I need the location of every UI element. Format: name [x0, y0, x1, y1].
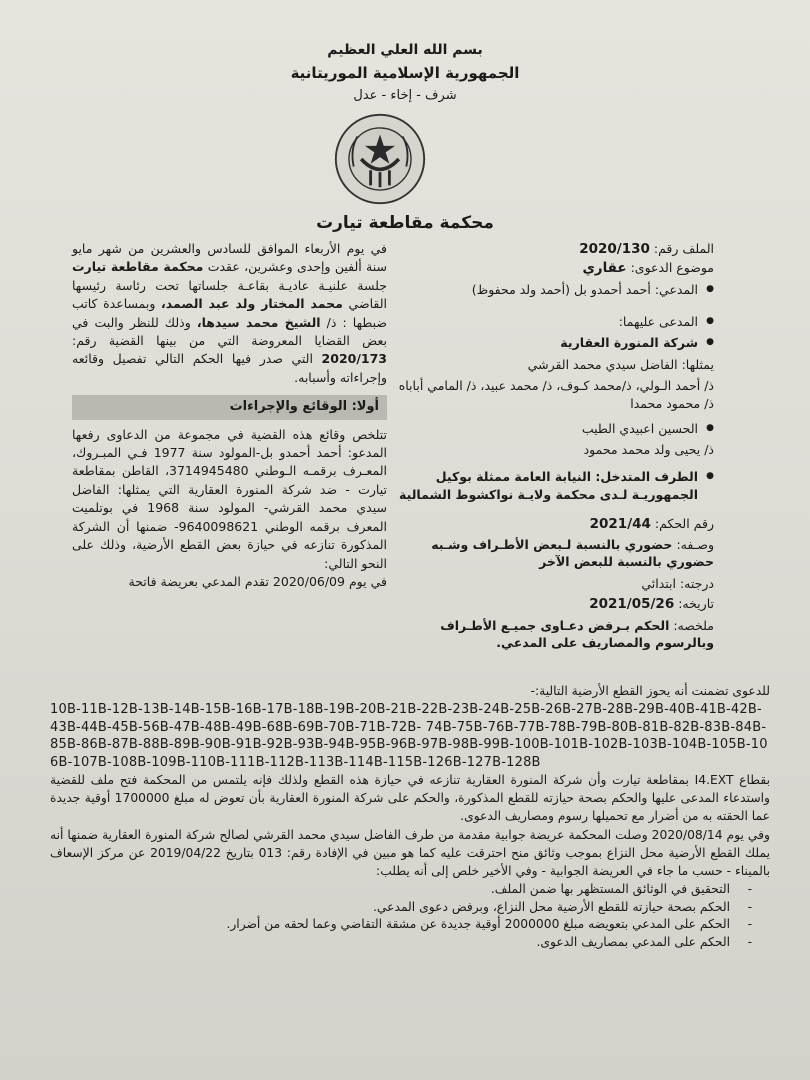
- session-intro-column: [72, 240, 387, 591]
- judgment-number-line: رقم الحكم: 2021/44: [589, 516, 714, 532]
- first-filing-line: في يوم 2020/06/09 تقدم المدعي بعريضة فاتحة: [128, 573, 387, 589]
- subject-line: موضوع الدعوى: عقاري: [582, 259, 714, 276]
- session-intro: في يوم الأربعاء الموافق للسادس والعشرين من شهر مايو سنة ألفين وإحدى وعشرين، عقدت محكمة مقاطعة تيارت جلسة علنيـة عاديـة بقاعـة جلساتها تحت رئاسة رئيسها القاضي محمد المختار ولد عبد الصمد، وبمساعدة كاتب ضبطها : ذ/ الشيخ محمد سيدها، وذلك للنظر والبت في بعض القضايا المعروضة التي من بينها القضية رقم: 2020/173 التي صدر فيها الحكم التالي تفصيل وقائعه وإجراءاته وأسبابه.: [72, 241, 387, 385]
- represented-by: يمثلها: الفاضل سيدي محمد القرشي: [527, 356, 714, 372]
- judgment-date-line: تاريخه: 2021/05/26: [589, 596, 714, 612]
- second-defendant: ● الحسين اعبيدي الطيب: [389, 420, 714, 438]
- judgment-summary: ملخصه: الحكم بـرفض دعـاوى جميـع الأطـراف وبالرسوم والمصاريف على المدعي.: [440, 617, 714, 650]
- defendants-label: ● المدعى عليهما:: [389, 313, 714, 331]
- judgment-degree: درجته: ابتدائي: [641, 575, 714, 591]
- claim-intro: للدعوى تضمنت أنه يحوز القطع الأرضية التالية:-: [530, 684, 770, 698]
- case-body: [50, 683, 770, 952]
- lawyers-list: ذ/ أحمد الـولي، ذ/محمد كـوف، ذ/ محمد عبيد، ذ/ المامي أباباه ذ/ محمود محمدا: [398, 378, 714, 411]
- plot-list: 10B-11B-12B-13B-14B-15B-16B-17B-18B-19B-20B-21B-22B-23B-24B-25B-26B-27B-28B-29B-40B-41B-42B-43B-44B-45B-56B-47B-48B-49B-68B-69B-70B-71B-72B- 74B-75B-76B-77B-78B-79B-80B-81B-82B-83B-84B-85B-86B-87B-88B-89B-90B-91B-92B-93B-94B-95B-96B-97B-98B-99B-100B-101B-102B-103B-104B-105B-106B-107B-108B-109B-110B-111B-112B-113B-114B-115B-126B-127B-128B: [50, 701, 768, 771]
- plaintiff-item: ● المدعي: أحمد أحمدو بل (أحمد ولد محفوظ): [389, 281, 714, 299]
- republic-title: الجمهورية الإسلامية الموريتانية: [290, 64, 520, 82]
- request-item: - الحكم على المدعي بمصاريف الدعوى.: [50, 934, 770, 952]
- section-heading-facts: أولا: الوقائع والإجراءات: [72, 395, 387, 419]
- basmala: بسم الله العلي العظيم: [327, 42, 483, 58]
- case-summary-column: [389, 240, 714, 652]
- request-item: - الحكم بصحة حيازته للقطع الأرضية محل النزاع، وبرفض دعوى المدعي.: [50, 899, 770, 917]
- intervening-party: ● الطرف المتدخل: النيابة العامة ممثلة بوكيل الجمهوريـة لـدى محكمة ولايـة نواكشوط الشمالية: [389, 468, 714, 503]
- request-item: - الحكم على المدعي بتعويضه مبلغ 2000000 أوقية جديدة عن مشقة التقاضي وعما لحقه من أضرار.: [50, 916, 770, 934]
- second-lawyer: ذ/ يحيى ولد محمد محمود: [583, 441, 714, 457]
- facts-paragraph: تتلخص وقائع هذه القضية في مجموعة من الدعاوى رفعها المدعو: أحمد أحمدو بل-المولود سنة 1977 فـي المبـروك، المعـرف برقمـه الـوطني 3714945480، القاطن بمقاطعة تيارت - ضد شركة المنورة العقارية التي يمثلها: الفاضل سيدي محمد القرشي- المولود سنة 1968 في بوتلميت المعرف برقمه الوطني 9640098621- ضمنها أن الشركة المذكورة تنازعه في حيازة بعض القطع الأرضية، وذلك على النحو التالي:: [72, 426, 387, 571]
- court-title: محكمة مقاطعة تيارت: [316, 213, 494, 233]
- file-number-line: الملف رقم: 2020/130: [579, 241, 714, 257]
- company-name: ● شركة المنورة العقارية: [389, 334, 714, 352]
- mauritania-seal-icon: [333, 112, 427, 206]
- request-item: - التحقيق في الوثائق المستظهر بها ضمن الملف.: [50, 881, 770, 899]
- motto: شرف - إخاء - عدل: [353, 88, 457, 103]
- judgment-description: وصـفه: حضوري بالنسبة لـبعض الأطـراف وشـبه حضوري بالنسبة للبعض الآخر: [431, 536, 714, 569]
- response-paragraph: وفي يوم 2020/08/14 وصلت المحكمة عريضة جوابية مقدمة من طرف الفاضل سيدي محمد القرشي لصالح شركة المنورة العقارية ضمنها أنه يملك القطع الأرضية محل النزاع بموجب وثائق منح احترقت عليه كما هو مبين في الإفادة رقم: 013 بتاريخ 2019/04/22 عن مركز الإسعاف بالميناء - حسب ما جاء في العريضة الجوابية - وفي الأخير خلص إلى أنه يطلب:: [50, 828, 770, 878]
- claim-paragraph: بقطاع I4.EXT بمقاطعة تيارت وأن شركة المنورة العقارية تنازعه في حيازة هذه القطع ولذلك فإنه يلتمس من المحكمة فتح ملف للقضية واستدعاء المدعى عليها والحكم بصحة حيازته للقطع المذكورة، والحكم على شركة المنورة العقارية بأن تعوض له مبلغ 1700000 أوقية جديدة عما الحقته به من أضرار مع تحميلها رسوم ومصاريف الدعوى.: [50, 772, 770, 823]
